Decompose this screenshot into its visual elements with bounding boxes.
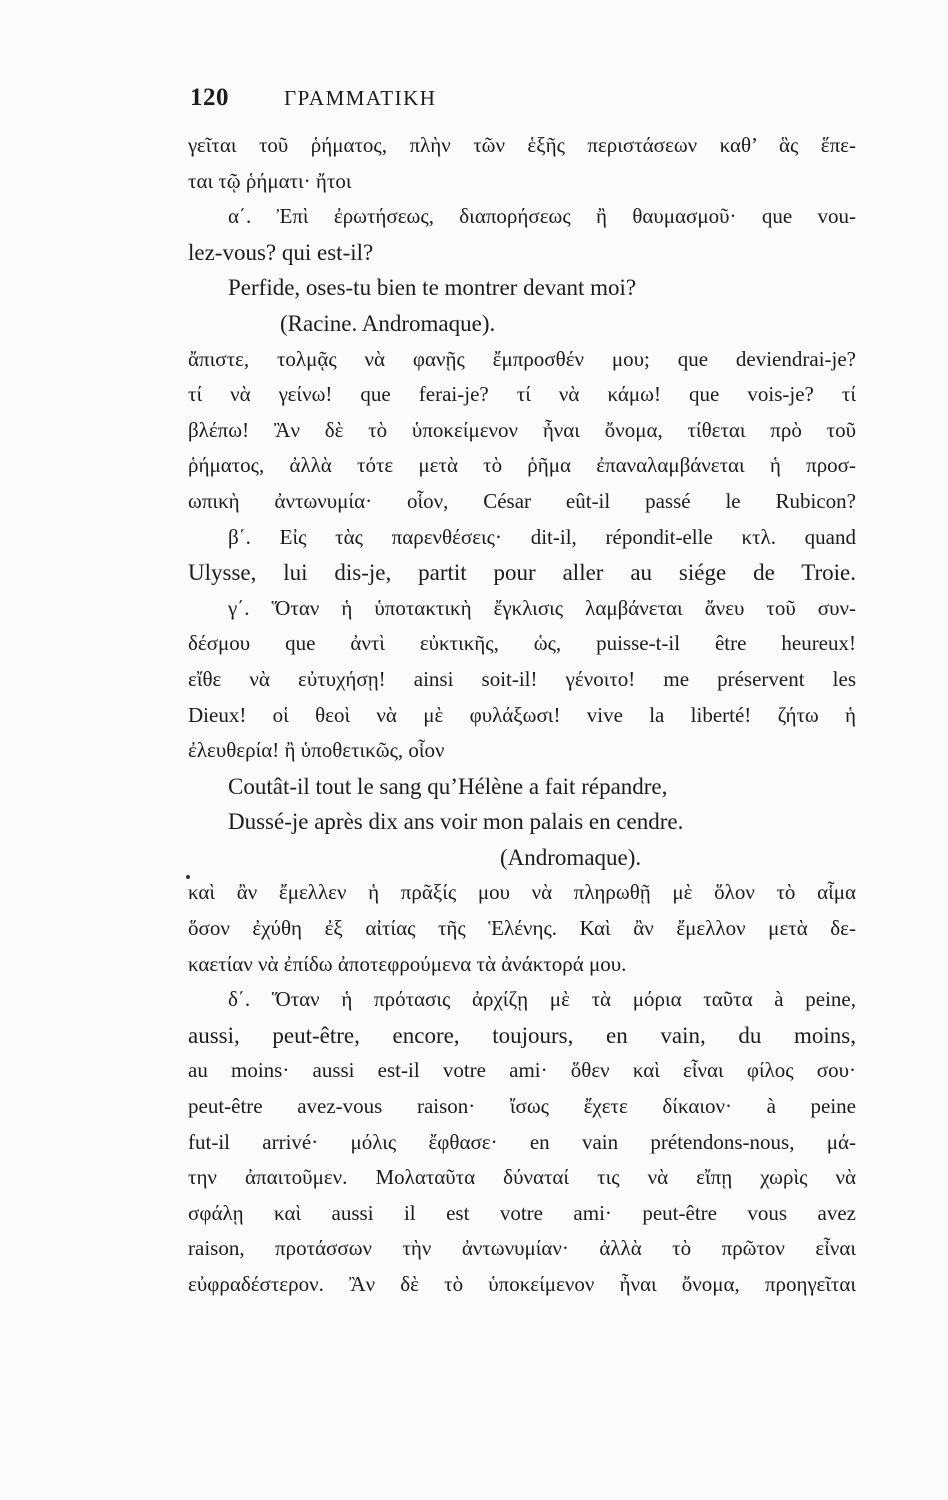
text-line: ῥήματος, ἀλλὰ τότε μετὰ τὸ ῥῆμα ἐπαναλαμβάνεται ἡ προσ- [188,453,856,478]
text-line: σφάλῃ καὶ aussi il est votre ami· peut-être vous avez [188,1200,856,1225]
text-line: εἴθε νὰ εὐτυχήσῃ! ainsi soit-il! γένοιτο! me préservent les [188,666,856,691]
text-line: ωπικὴ ἀντωνυμία· οἷον, César eût-il passé le Rubicon? [188,488,856,513]
verse-line: Dussé-je après dix ans voir mon palais en cendre. [228,809,684,835]
text-line: γεῖται τοῦ ῥήματος, πλὴν τῶν ἑξῆς περιστάσεων καθ’ ἃς ἕπε- [188,133,856,157]
text-line: ἐλευθερία! ἢ ὑποθετικῶς, οἷον [188,738,445,763]
text-line: α΄. Ἐπὶ ἐρωτήσεως, διαπορήσεως ἢ θαυμασμοῦ· que vou- [228,204,856,229]
text-line: καετίαν νὰ ἐπίδω ἀποτεφρούμενα τὰ ἀνάκτορά μου. [188,951,627,976]
citation-line: (Andromaque). [500,844,642,870]
text-line: β΄. Εἰς τὰς παρενθέσεις· dit-il, répondit-elle κτλ. quand [228,524,856,549]
text-line: καὶ ἂν ἔμελλεν ἡ πρᾶξίς μου νὰ πληρωθῇ μὲ ὅλον τὸ αἷμα [188,880,856,905]
text-line: ἄπιστε, τολμᾷς νὰ φανῇς ἔμπροσθέν μου; que deviendrai-je? [188,346,856,371]
text-line: γ΄. Ὅταν ἡ ὑποτακτικὴ ἔγκλισις λαμβάνεται ἄνευ τοῦ συν- [228,595,856,620]
body-text [188,128,856,1303]
text-line: δέσμου que ἀντὶ εὐκτικῆς, ὡς, puisse-t-il être heureux! [188,631,856,656]
text-line: ὅσον ἐχύθη ἐξ αἰτίας τῆς Ἑλένης. Καὶ ἂν ἔμελλον μετὰ δε- [188,916,856,941]
text-line: βλέπω! Ἂν δὲ τὸ ὑποκείμενον ἦναι ὄνομα, τίθεται πρὸ τοῦ [188,417,856,442]
text-line: au moins· aussi est-il votre ami· ὅθεν καὶ εἶναι φίλος σου· [188,1058,856,1083]
text-line: εὐφραδέστερον. Ἂν δὲ τὸ ὑποκείμενον ἦναι ὄνομα, προηγεῖται [188,1272,856,1296]
text-line: aussi, peut-être, encore, toujours, en vain, du moins, [188,1022,856,1048]
text-line: Ulysse, lui dis-je, partit pour aller au siége de Troie. [188,560,856,586]
text-line: Dieux! οἱ θεοὶ νὰ μὲ φυλάξωσι! vive la liberté! ζήτω ἡ [188,702,856,727]
verse-line: Perfide, oses-tu bien te montrer devant moi? [228,275,637,301]
text-line: peut-être avez-vous raison· ἴσως ἔχετε δίκαιον· à peine [188,1094,856,1119]
verse-line: Coutât-il tout le sang qu’Hélène a fait répandre, [228,773,668,799]
ink-dot [186,875,190,879]
citation-line: (Racine. Andromaque). [280,310,496,336]
text-line: τί νὰ γείνω! que ferai-je? τί νὰ κάμω! que vois-je? τί [188,382,856,407]
text-line: την ἀπαιτοῦμεν. Μολαταῦτα δύναταί τις νὰ εἴπῃ χωρὶς νὰ [188,1165,856,1190]
text-line: fut-il arrivé· μόλις ἔφθασε· en vain prétendons-nous, μά- [188,1129,856,1154]
text-line: δ΄. Ὅταν ἡ πρότασις ἀρχίζῃ μὲ τὰ μόρια ταῦτα à peine, [228,987,856,1012]
text-line: raison, προτάσσων τὴν ἀντωνυμίαν· ἀλλὰ τὸ πρῶτον εἶναι [188,1236,856,1261]
text-line: lez-vous? qui est-il? [188,239,374,265]
text-line: ται τῷ ῥήματι· ἤτοι [188,168,352,193]
running-title: ΓΡΑΜΜΑΤΙΚΗ [284,86,437,110]
page-number: 120 [190,84,229,111]
page-header [188,84,856,118]
